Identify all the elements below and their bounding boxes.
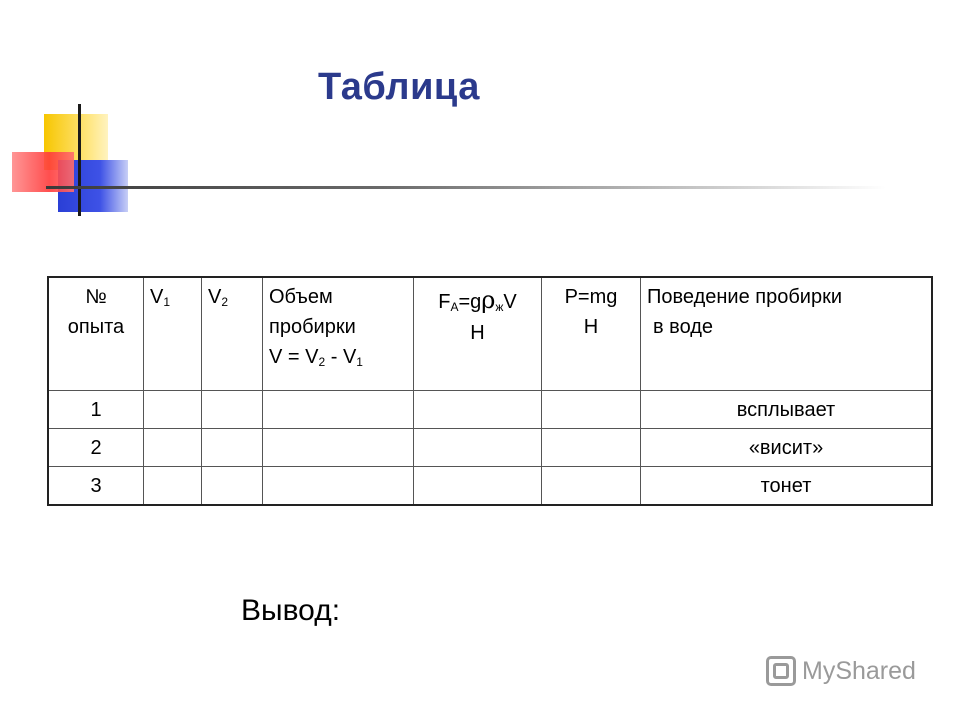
table-row: [48, 429, 932, 467]
row-behavior: «висит»: [641, 429, 933, 467]
header-v1-sub: 1: [163, 295, 171, 309]
header-behavior-line1: Поведение пробирки: [647, 286, 843, 308]
header-num-symbol: №: [85, 286, 107, 308]
header-fa-eq: =g: [458, 291, 482, 313]
header-volume-line2: пробирки: [269, 316, 356, 338]
row-number: 3: [48, 467, 144, 506]
cell-archimedes-force: [414, 467, 542, 506]
header-p-formula: P=mg: [564, 286, 618, 308]
decor-vertical-line: [78, 104, 81, 216]
row-behavior: всплывает: [641, 391, 933, 429]
watermark: [766, 656, 916, 686]
header-fa-rho: ρ: [481, 286, 496, 314]
header-fa-f: F: [438, 291, 451, 313]
header-v2-letter: V: [208, 286, 222, 308]
cell-archimedes-force: [414, 429, 542, 467]
table-header-row: [48, 277, 932, 391]
table-row: [48, 391, 932, 429]
cell-weight: [542, 429, 641, 467]
row-number: 1: [48, 391, 144, 429]
header-volume-sub1: 1: [356, 355, 363, 369]
header-fa-v: V: [503, 291, 517, 313]
watermark-text: MyShared: [802, 656, 916, 685]
cell-volume: [263, 391, 414, 429]
header-volume-line1: Объем: [269, 286, 333, 308]
row-behavior: тонет: [641, 467, 933, 506]
header-volume-formula-b: - V: [325, 346, 357, 368]
header-behavior: [641, 277, 933, 391]
header-fa-sub: A: [450, 300, 459, 314]
slide-title: Таблица: [318, 66, 480, 108]
header-fa-unit: Н: [470, 322, 485, 344]
conclusion-label: Вывод:: [241, 594, 341, 627]
cell-archimedes-force: [414, 391, 542, 429]
cell-volume: [263, 429, 414, 467]
table-row: [48, 467, 932, 506]
header-volume: [263, 277, 414, 391]
experiment-table: [47, 276, 933, 506]
header-volume-sub2: 2: [318, 355, 326, 369]
header-experiment-number: [48, 277, 144, 391]
myshared-logo-icon: [766, 656, 796, 686]
cell-volume: [263, 467, 414, 506]
row-number: 2: [48, 429, 144, 467]
header-v1-letter: V: [150, 286, 164, 308]
cell-v1: [144, 467, 202, 506]
header-v1: [144, 277, 202, 391]
header-archimedes-force: [414, 277, 542, 391]
header-behavior-line2: в воде: [653, 316, 714, 338]
cell-weight: [542, 391, 641, 429]
cell-v2: [202, 391, 263, 429]
cell-v2: [202, 467, 263, 506]
header-p-unit: Н: [583, 316, 599, 338]
decor-horizontal-line: [46, 186, 886, 189]
cell-weight: [542, 467, 641, 506]
header-v2-sub: 2: [221, 295, 229, 309]
cell-v2: [202, 429, 263, 467]
header-v2: [202, 277, 263, 391]
header-weight: [542, 277, 641, 391]
cell-v1: [144, 391, 202, 429]
cell-v1: [144, 429, 202, 467]
header-num-label: опыта: [67, 316, 125, 338]
header-fa-sub-zh: ж: [495, 300, 504, 314]
header-volume-formula-a: V = V: [269, 346, 319, 368]
